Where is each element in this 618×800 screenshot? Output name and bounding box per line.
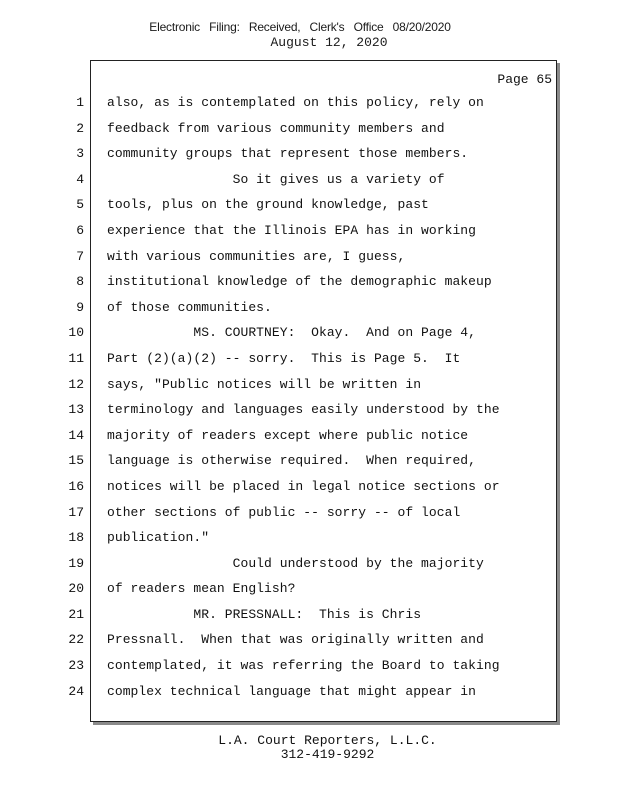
line-number: 5 (76, 197, 84, 213)
line-text: institutional knowledge of the demographic makeup (107, 274, 492, 290)
line-text: complex technical language that might appear in (107, 683, 477, 699)
line-text: community groups that represent those members. (107, 146, 469, 162)
transcript-line (0, 347, 618, 373)
line-number: 14 (68, 427, 84, 443)
line-number: 20 (68, 581, 84, 597)
line-text: also, as is contemplated on this policy, rely on (107, 95, 484, 110)
line-number: 11 (68, 350, 84, 366)
line-number: 10 (68, 325, 84, 341)
line-number: 7 (76, 248, 84, 264)
transcript-line (0, 424, 618, 450)
line-text: feedback from various community members and (107, 120, 445, 136)
reporter-company: L.A. Court Reporters, L.L.C. (218, 733, 437, 748)
filing-stamp: Electronic Filing: Received, Clerk's Office 08/20/2020 (149, 20, 451, 34)
transcript-line (0, 501, 618, 527)
transcript-line (0, 142, 618, 168)
transcript-line (0, 526, 618, 552)
transcript-line (0, 168, 618, 194)
line-number: 8 (76, 274, 84, 290)
line-text: majority of readers except where public notice (107, 427, 469, 443)
line-text: Part (2)(a)(2) -- sorry. This is Page 5. It (107, 350, 461, 366)
transcript-line (0, 628, 618, 654)
transcript-line (0, 270, 618, 296)
transcript-line (0, 321, 618, 347)
line-text: language is otherwise required. When required, (107, 453, 477, 469)
page-number: Page 65 (497, 72, 552, 87)
line-text: with various communities are, I guess, (107, 248, 406, 264)
line-number: 13 (68, 402, 84, 418)
line-number: 6 (76, 222, 84, 238)
line-text: notices will be placed in legal notice sections or (107, 478, 500, 494)
line-number: 15 (68, 453, 84, 469)
line-text: tools, plus on the ground knowledge, past (107, 197, 429, 213)
line-text: So it gives us a variety of (107, 171, 445, 187)
line-text: MR. PRESSNALL: This is Chris (107, 606, 422, 622)
line-text: Could understood by the majority (107, 555, 484, 571)
line-text: publication." (107, 530, 210, 546)
line-text: Pressnall. When that was originally written and (107, 632, 484, 648)
line-text: MS. COURTNEY: Okay. And on Page 4, (107, 325, 477, 341)
transcript-line (0, 449, 618, 475)
line-number: 2 (76, 120, 84, 136)
line-text: says, "Public notices will be written in (107, 376, 422, 392)
transcript-line (0, 475, 618, 501)
transcript-line (0, 219, 618, 245)
line-text: of readers mean English? (107, 581, 296, 597)
transcript-line (0, 398, 618, 424)
transcript-line (0, 193, 618, 219)
reporter-phone: 312-419-9292 (280, 747, 375, 762)
line-number: 3 (76, 146, 84, 162)
transcript-lines (0, 91, 618, 705)
line-number: 16 (68, 478, 84, 494)
transcript-date: August 12, 2020 (270, 35, 388, 50)
line-text: experience that the Illinois EPA has in working (107, 222, 477, 238)
transcript-line (0, 296, 618, 322)
line-number: 24 (68, 683, 84, 699)
line-text: contemplated, it was referring the Board to taking (107, 658, 500, 674)
transcript-line (0, 680, 618, 706)
line-number: 1 (76, 95, 84, 110)
transcript-line (0, 603, 618, 629)
line-text: of those communities. (107, 299, 272, 315)
transcript-line (0, 577, 618, 603)
transcript-line (0, 373, 618, 399)
line-number: 22 (68, 632, 84, 648)
transcript-line (0, 91, 618, 117)
transcript-line (0, 117, 618, 143)
line-number: 19 (68, 555, 84, 571)
line-text: other sections of public -- sorry -- of local (107, 504, 461, 520)
line-text: terminology and languages easily understood by the (107, 402, 500, 418)
transcript-line (0, 552, 618, 578)
transcript-line (0, 245, 618, 271)
line-number: 12 (68, 376, 84, 392)
line-number: 9 (76, 299, 84, 315)
line-number: 4 (76, 171, 84, 187)
transcript-line (0, 654, 618, 680)
line-number: 21 (68, 606, 84, 622)
line-number: 17 (68, 504, 84, 520)
line-number: 18 (68, 530, 84, 546)
line-number: 23 (68, 658, 84, 674)
